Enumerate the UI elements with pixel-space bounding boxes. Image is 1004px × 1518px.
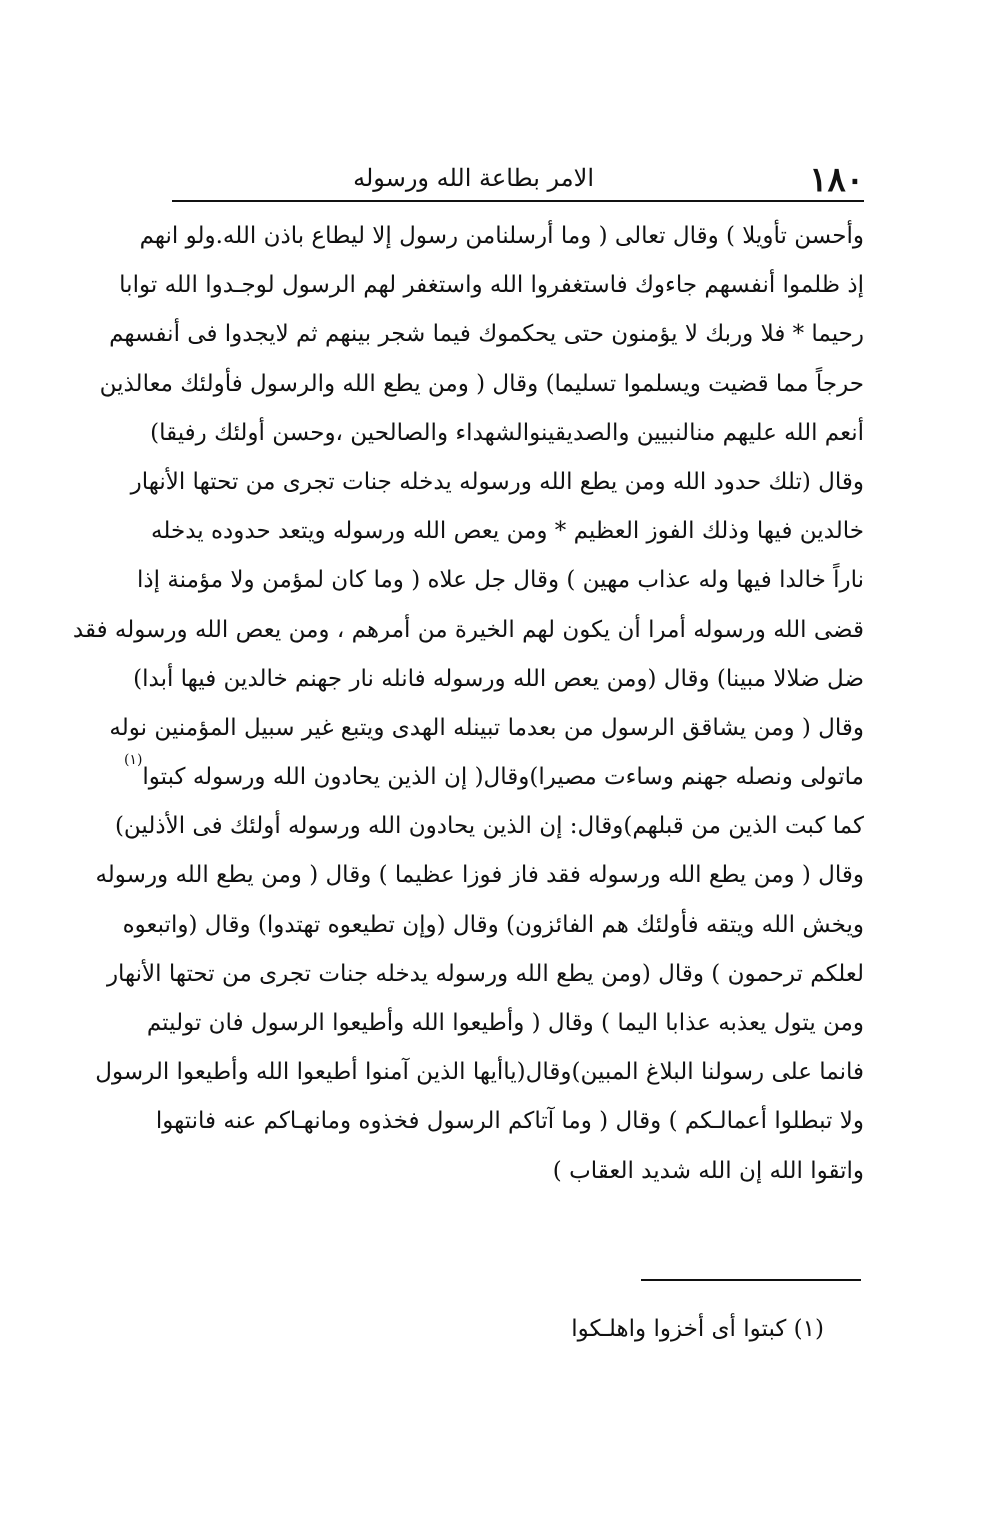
text-line: ولا تبطلوا أعمالـكم ) وقال ( وما آتاكم الرسول فخذوه ومانهـاكم عنه فانتهوا <box>155 1108 864 1135</box>
text-line-content: ماتولى ونصله جهنم وساءت مصيرا)وقال( إن الذين يحادون الله ورسوله كبتوا <box>142 764 864 791</box>
text-line: فانما على رسولنا البلاغ المبين)وقال(ياأيها الذين آمنوا أطيعوا الله وأطيعوا الرسول <box>95 1059 864 1086</box>
text-line: واتقوا الله إن الله شديد العقاب ) <box>552 1157 864 1184</box>
text-line: وأحسن تأويلا ) وقال تعالى ( وما أرسلنامن رسول إلا ليطاع باذن الله.ولو انهم <box>139 223 864 249</box>
text-line: ويخش الله ويتقه فأولئك هم الفائزون) وقال (وإن تطيعوه تهتدوا) وقال (واتبعوه <box>122 911 864 938</box>
text-line: إذ ظلموا أنفسهم جاءوك فاستغفروا الله واستغفر لهم الرسول لوجـدوا الله توابا <box>119 272 864 299</box>
footnote-marker: (١) <box>123 752 143 769</box>
footnote-rule <box>641 1279 861 1281</box>
text-line: وقال ( ومن يشاقق الرسول من بعدما تبينله الهدى ويتبع غير سبيل المؤمنين نوله <box>109 714 864 741</box>
text-line: ناراً خالدا فيها وله عذاب مهين ) وقال جل علاه ( وما كان لمؤمن ولا مؤمنة إذا <box>136 567 864 594</box>
page-header <box>172 160 864 200</box>
text-line: أنعم الله عليهم منالنبيين والصديقينوالشهداء والصالحين ،وحسن أولئك رفيقا) <box>150 419 864 446</box>
header-rule <box>172 200 864 202</box>
text-line: ضل ضلالا مبينا) وقال (ومن يعص الله ورسوله فانله نار جهنم خالدين فيها أبدا) <box>133 665 864 692</box>
text-line: رحيما * فلا وربك لا يؤمنون حتى يحكموك فيما شجر بينهم ثم لايجدوا فى أنفسهم <box>109 321 864 348</box>
body-text <box>72 212 864 1196</box>
text-line: ومن يتول يعذبه عذابا اليما ) وقال ( وأطيعوا الله وأطيعوا الرسول فان توليتم <box>146 1010 864 1036</box>
text-line: وقال ( ومن يطع الله ورسوله فقد فاز فوزا عظيما ) وقال ( ومن يطع الله ورسوله <box>95 862 864 889</box>
page-number: ١٨٠ <box>809 160 864 200</box>
text-line: خالدين فيها وذلك الفوز العظيم * ومن يعص الله ورسوله ويتعد حدوده يدخله <box>151 518 864 545</box>
text-line: لعلكم ترحمون ) وقال (ومن يطع الله ورسوله يدخله جنات تجرى من تحتها الأنهار <box>106 960 864 987</box>
text-line: حرجاً مما قضيت ويسلموا تسليما) وقال ( ومن يطع الله والرسول فأولئك معالذين <box>99 370 864 397</box>
running-title: الامر بطاعة الله ورسوله <box>353 164 594 192</box>
text-line <box>123 752 864 802</box>
text-line: كما كبت الذين من قبلهم)وقال: إن الذين يحادون الله ورسوله أولئك فى الأذلين) <box>114 813 864 840</box>
footnote: (١) كبتوا أى أخزوا واهلـكوا <box>571 1316 824 1342</box>
text-line: قضى الله ورسوله أمرا أن يكون لهم الخيرة من أمرهم ، ومن يعص الله ورسوله فقد <box>72 616 864 643</box>
text-line: وقال (تلك حدود الله ومن يطع الله ورسوله يدخله جنات تجرى من تحتها الأنهار <box>130 468 864 495</box>
